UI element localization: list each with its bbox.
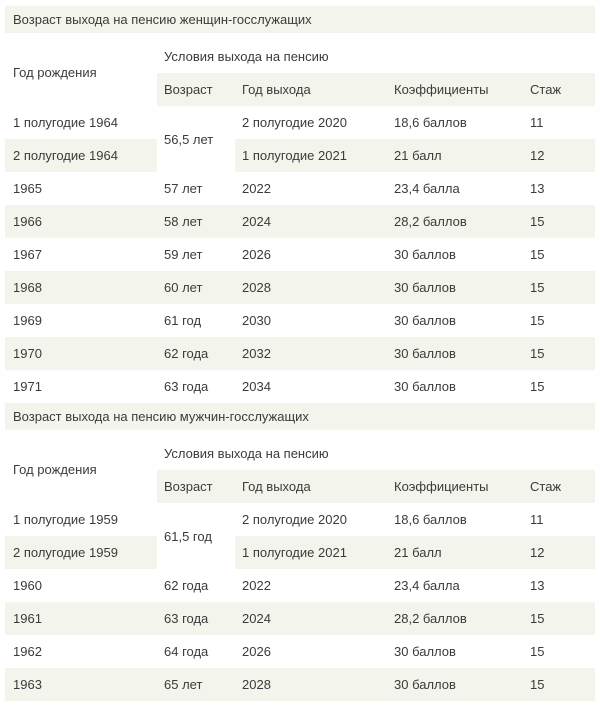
exit-year-cell: 2028 [235,271,387,304]
conditions-group-header: Условия выхода на пенсию [157,436,595,470]
birth-year-cell: 1961 [5,602,157,635]
table-row [5,370,595,403]
birth-year-cell: 1968 [5,271,157,304]
birth-year-cell: 1969 [5,304,157,337]
table-row [5,271,595,304]
age-cell: 62 года [157,569,235,602]
exit-year-cell: 2 полугодие 2020 [235,503,387,536]
table-row [5,635,595,668]
subheader-coefficients: Коэффициенты [387,470,523,503]
subheader-exit-year: Год выхода [235,73,387,106]
exit-year-cell: 1 полугодие 2021 [235,536,387,569]
age-cell: 62 года [157,337,235,370]
age-cell: 60 лет [157,271,235,304]
table-title: Возраст выхода на пенсию мужчин-госслужащих [5,403,595,430]
birth-year-cell: 1965 [5,172,157,205]
subheader-age: Возраст [157,470,235,503]
experience-cell: 11 [523,503,595,536]
coefficient-cell: 28,2 баллов [387,205,523,238]
exit-year-cell: 2024 [235,602,387,635]
exit-year-cell: 1 полугодие 2021 [235,139,387,172]
birth-year-header: Год рождения [5,39,157,106]
coefficient-cell: 23,4 балла [387,569,523,602]
experience-cell: 12 [523,536,595,569]
exit-year-cell: 2024 [235,205,387,238]
experience-cell: 15 [523,337,595,370]
table-row [5,668,595,701]
age-cell: 64 года [157,635,235,668]
age-cell: 65 лет [157,668,235,701]
table-row [5,139,595,172]
exit-year-cell: 2030 [235,304,387,337]
exit-year-cell: 2022 [235,569,387,602]
exit-year-cell: 2026 [235,635,387,668]
age-cell: 58 лет [157,205,235,238]
age-cell: 63 года [157,602,235,635]
coefficient-cell: 30 баллов [387,238,523,271]
age-cell: 61,5 год [157,503,235,569]
table-row [5,536,595,569]
age-cell: 56,5 лет [157,106,235,172]
subheader-age: Возраст [157,73,235,106]
birth-year-cell: 1966 [5,205,157,238]
experience-cell: 15 [523,304,595,337]
table-row [5,205,595,238]
coefficient-cell: 28,2 баллов [387,602,523,635]
experience-cell: 12 [523,139,595,172]
header-row-group [5,436,595,470]
exit-year-cell: 2 полугодие 2020 [235,106,387,139]
exit-year-cell: 2026 [235,238,387,271]
table-row [5,106,595,139]
birth-year-header: Год рождения [5,436,157,503]
experience-cell: 15 [523,635,595,668]
experience-cell: 15 [523,238,595,271]
birth-year-cell: 1962 [5,635,157,668]
coefficient-cell: 23,4 балла [387,172,523,205]
birth-year-cell: 1 полугодие 1964 [5,106,157,139]
exit-year-cell: 2032 [235,337,387,370]
table-title: Возраст выхода на пенсию женщин-госслужащих [5,6,595,33]
birth-year-cell: 1967 [5,238,157,271]
subheader-experience: Стаж [523,73,595,106]
coefficient-cell: 30 баллов [387,337,523,370]
coefficient-cell: 30 баллов [387,271,523,304]
experience-cell: 15 [523,668,595,701]
subheader-experience: Стаж [523,470,595,503]
table-row [5,172,595,205]
experience-cell: 15 [523,271,595,304]
coefficient-cell: 21 балл [387,139,523,172]
experience-cell: 15 [523,205,595,238]
exit-year-cell: 2028 [235,668,387,701]
birth-year-cell: 1970 [5,337,157,370]
coefficient-cell: 18,6 баллов [387,106,523,139]
experience-cell: 11 [523,106,595,139]
table-row [5,337,595,370]
age-cell: 63 года [157,370,235,403]
table-row [5,503,595,536]
table-row [5,304,595,337]
coefficient-cell: 30 баллов [387,304,523,337]
conditions-group-header: Условия выхода на пенсию [157,39,595,73]
table-row [5,602,595,635]
coefficient-cell: 30 баллов [387,668,523,701]
pension-table-women [5,6,595,403]
coefficient-cell: 30 баллов [387,370,523,403]
subheader-coefficients: Коэффициенты [387,73,523,106]
age-cell: 59 лет [157,238,235,271]
birth-year-cell: 1963 [5,668,157,701]
age-cell: 57 лет [157,172,235,205]
exit-year-cell: 2034 [235,370,387,403]
experience-cell: 13 [523,569,595,602]
table-title-row [5,6,595,33]
experience-cell: 15 [523,370,595,403]
coefficient-cell: 18,6 баллов [387,503,523,536]
pension-table-men [5,403,595,701]
age-cell: 61 год [157,304,235,337]
table-title-row [5,403,595,430]
coefficient-cell: 21 балл [387,536,523,569]
birth-year-cell: 2 полугодие 1964 [5,139,157,172]
birth-year-cell: 1960 [5,569,157,602]
coefficient-cell: 30 баллов [387,635,523,668]
experience-cell: 13 [523,172,595,205]
table-row [5,238,595,271]
birth-year-cell: 1971 [5,370,157,403]
birth-year-cell: 2 полугодие 1959 [5,536,157,569]
exit-year-cell: 2022 [235,172,387,205]
subheader-exit-year: Год выхода [235,470,387,503]
header-row-group [5,39,595,73]
birth-year-cell: 1 полугодие 1959 [5,503,157,536]
table-row [5,569,595,602]
experience-cell: 15 [523,602,595,635]
